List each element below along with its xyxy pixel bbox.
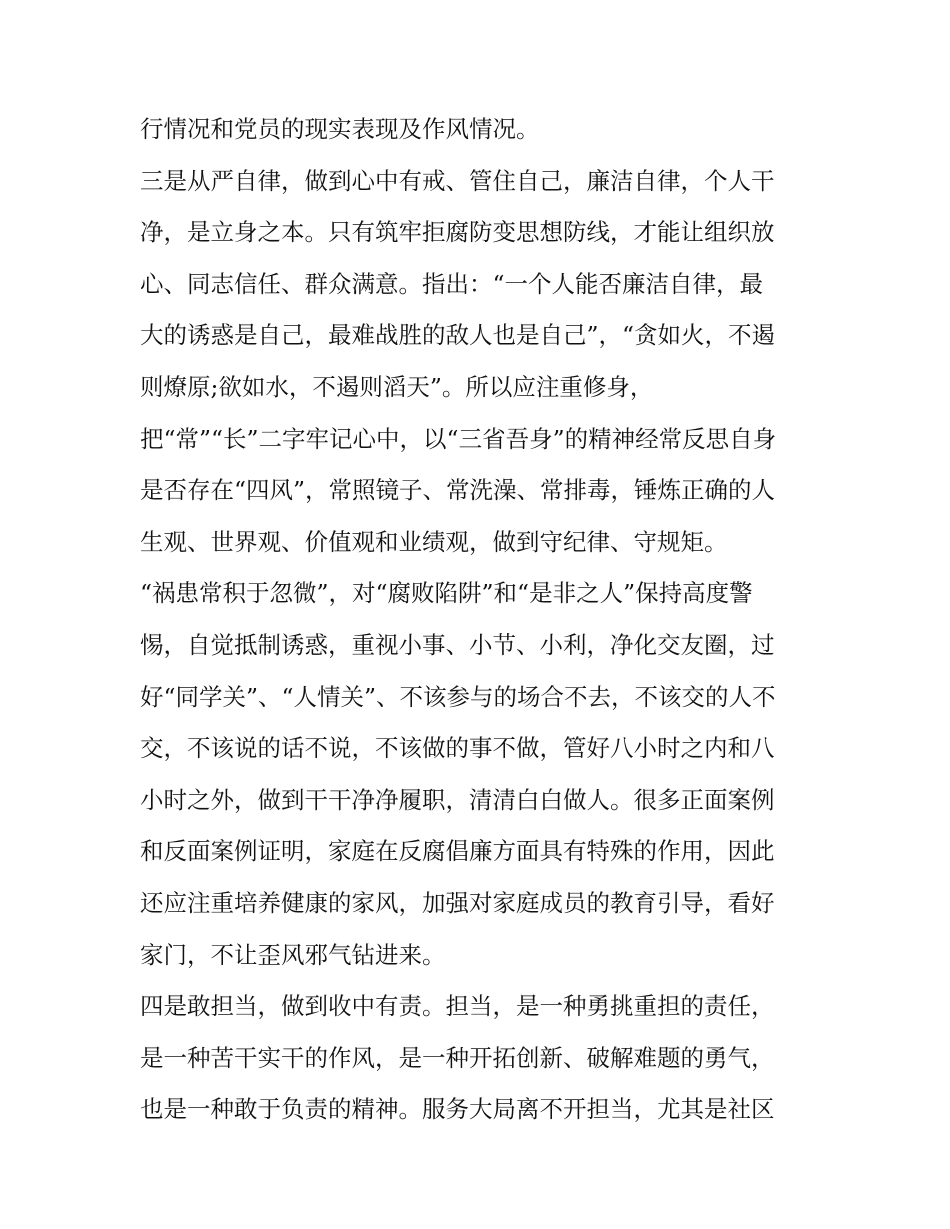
text-line: 则燎原;欲如水，不遏则滔天”。所以应注重修身， [140, 372, 654, 401]
text-line: 四是敢担当，做到收中有责。担当，是一种勇挑重担的责任， [140, 992, 775, 1021]
text-line: 还应注重培养健康的家风，加强对家庭成员的教育引导，看好 [140, 888, 775, 917]
text-line: 心、同志信任、群众满意。指出：“一个人能否廉洁自律，最 [140, 269, 764, 298]
text-line: “祸患常积于忽微”，对“腐败陷阱”和“是非之人”保持高度警 [140, 579, 753, 608]
text-line: 惕，自觉抵制诱惑，重视小事、小节、小利，净化交友圈，过 [140, 630, 775, 659]
text-line: 家门，不让歪风邪气钻进来。 [140, 940, 446, 969]
text-line: 生观、世界观、价值观和业绩观，做到守纪律、守规矩。 [140, 527, 728, 556]
text-line: 和反面案例证明，家庭在反腐倡廉方面具有特殊的作用，因此 [140, 837, 775, 866]
text-line: 三是从严自律，做到心中有戒、管住自己，廉洁自律，个人干 [140, 166, 775, 195]
text-line: 是一种苦干实干的作风，是一种开拓创新、破解难题的勇气， [140, 1043, 775, 1072]
text-line: 行情况和党员的现实表现及作风情况。 [140, 115, 540, 143]
text-line: 小时之外，做到干干净净履职，清清白白做人。很多正面案例 [140, 785, 775, 814]
body-text [140, 104, 830, 1136]
text-line: 也是一种敢于负责的精神。服务大局离不开担当，尤其是社区 [140, 1095, 775, 1124]
text-line: 交，不该说的话不说，不该做的事不做，管好八小时之内和八 [140, 734, 775, 763]
text-line: 把“常”“长”二字牢记心中，以“三省吾身”的精神经常反思自身 [140, 424, 777, 453]
text-line: 是否存在“四风”，常照镜子、常洗澡、常排毒，锤炼正确的人 [140, 476, 776, 505]
text-line: 好“同学关”、“人情关”、不该参与的场合不去，不该交的人不 [140, 682, 776, 711]
text-line: 净，是立身之本。只有筑牢拒腐防变思想防线，才能让组织放 [140, 218, 775, 247]
text-line: 大的诱惑是自己，最难战胜的敌人也是自己”，“贪如火，不遏 [140, 321, 776, 350]
